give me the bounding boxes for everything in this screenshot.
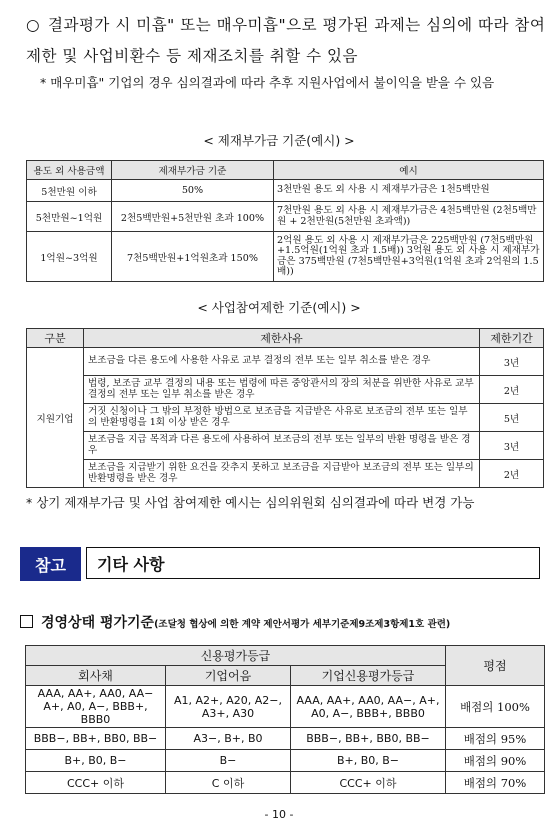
header-cell: 제한사유 bbox=[84, 329, 480, 348]
header-cell: 구분 bbox=[27, 329, 84, 348]
header-cell: 제재부가금 기준 bbox=[112, 161, 274, 180]
table-cell: 배점의 95% bbox=[446, 728, 545, 750]
table-cell: B+, B0, B− bbox=[26, 750, 166, 772]
table-cell: 배점의 70% bbox=[446, 772, 545, 794]
table-cell: CCC+ 이하 bbox=[26, 772, 166, 794]
table-cell: CCC+ 이하 bbox=[291, 772, 446, 794]
table-cell: 3년 bbox=[480, 348, 544, 376]
table-cell: 보조금을 다른 용도에 사용한 사유로 교부 결정의 전부 또는 일부 취소를 받은 경우 bbox=[84, 348, 480, 376]
table-cell: 배점의 90% bbox=[446, 750, 545, 772]
paragraph-result-evaluation bbox=[26, 10, 546, 72]
table-cell: 보조금을 지급 목적과 다른 용도에 사용하여 보조금의 전부 또는 일부의 반환 명령을 받은 경우 bbox=[84, 432, 480, 460]
table-cell: 5천만원 이하 bbox=[27, 180, 112, 202]
table-cell: 거짓 신청이나 그 밖의 부정한 방법으로 보조금을 지급받은 사유로 보조금의 전부 또는 일부의 반환명령을 1회 이상 받은 경우 bbox=[84, 404, 480, 432]
table-header-row bbox=[27, 329, 544, 348]
caption-penalty-standard: < 제재부가금 기준(예시) > bbox=[203, 133, 355, 148]
note-subject-to-change: * 상기 제재부가금 및 사업 참여제한 예시는 심의위원회 심의결과에 따라 변경 가능 bbox=[26, 495, 475, 510]
table-cell: A3−, B+, B0 bbox=[166, 728, 291, 750]
table-cell: B+, B0, B− bbox=[291, 750, 446, 772]
reference-tag: 참고 bbox=[20, 547, 81, 581]
checkbox-square-icon bbox=[20, 615, 33, 628]
table-cell: 2천5백만원+5천만원 초과 100% bbox=[112, 202, 274, 232]
restriction-table bbox=[26, 328, 544, 488]
header-cell: 제한기간 bbox=[480, 329, 544, 348]
table-cell: 7천5백만원+1억원초과 150% bbox=[112, 232, 274, 282]
section-subtitle: (조달청 협상에 의한 계약 제안서평가 세부기준제9조제3항제1호 관련) bbox=[154, 619, 451, 630]
table-cell: 1억원~3억원 bbox=[27, 232, 112, 282]
section-title: 경영상태 평가기준 bbox=[41, 615, 155, 631]
table-row bbox=[27, 348, 544, 376]
table-row bbox=[26, 772, 545, 794]
table-cell: 7천만원 용도 외 사용 시 제재부가금은 4천5백만원 (2천5백만원 + 2천만원(5천만원 초과액)) bbox=[274, 202, 544, 232]
table-row bbox=[27, 180, 544, 202]
table-cell: B− bbox=[166, 750, 291, 772]
table-cell: BBB−, BB+, BB0, BB− bbox=[291, 728, 446, 750]
header-cell: 기업신용평가등급 bbox=[291, 666, 446, 686]
table-row bbox=[27, 376, 544, 404]
table-row bbox=[27, 432, 544, 460]
table-row bbox=[27, 460, 544, 488]
table-cell: A1, A2+, A20, A2−, A3+, A30 bbox=[166, 686, 291, 728]
header-cell: 신용평가등급 bbox=[26, 646, 446, 666]
circle-bullet: ○ bbox=[26, 16, 41, 34]
table-cell: AAA, AA+, AA0, AA−, A+, A0, A−, BBB+, BBB0 bbox=[291, 686, 446, 728]
table-cell: BBB−, BB+, BB0, BB− bbox=[26, 728, 166, 750]
table-row bbox=[26, 686, 545, 728]
section-heading bbox=[20, 612, 550, 632]
table-row bbox=[27, 404, 544, 432]
table-row bbox=[27, 202, 544, 232]
table-cell: 50% bbox=[112, 180, 274, 202]
footnote-very-poor: * 매우미흡" 기업의 경우 심의결과에 따라 추후 지원사업에서 불이익을 받을 수 있음 bbox=[40, 75, 495, 90]
table-row bbox=[27, 232, 544, 282]
header-cell: 기업어음 bbox=[166, 666, 291, 686]
paragraph-text: 결과평가 시 미흡" 또는 매우미흡"으로 평가된 과제는 심의에 따라 참여제한 및 사업비환수 등 제재조치를 취할 수 있음 bbox=[26, 16, 546, 65]
table-cell: 3년 bbox=[480, 432, 544, 460]
table-row bbox=[26, 728, 545, 750]
group-cell: 지원기업 bbox=[27, 348, 84, 488]
table-cell: 5년 bbox=[480, 404, 544, 432]
header-cell: 예시 bbox=[274, 161, 544, 180]
table-cell: 보조금을 지급받기 위한 요건을 갖추지 못하고 보조금을 지급받아 보조금의 전부 또는 일부의 반환명령을 받은 경우 bbox=[84, 460, 480, 488]
page-number: - 10 - bbox=[264, 808, 294, 821]
header-cell: 용도 외 사용금액 bbox=[27, 161, 112, 180]
table-header-row bbox=[26, 646, 545, 666]
reference-box bbox=[20, 547, 542, 581]
table-cell: 2년 bbox=[480, 376, 544, 404]
rating-table bbox=[25, 645, 545, 794]
table-cell: 2억원 용도 외 사용 시 제재부가금은 225백만원 (7천5백만원+1.5억원(1억원 초과 1.5배)) 3억원 용도 외 사용 시 제재부가금은 375백만원 (7천5백만원+3억원(1억원 초과 2억원의 1.5배)) bbox=[274, 232, 544, 282]
table-header-row bbox=[27, 161, 544, 180]
penalty-table bbox=[26, 160, 544, 282]
header-cell: 회사채 bbox=[26, 666, 166, 686]
table-cell: 5천만원~1억원 bbox=[27, 202, 112, 232]
table-row bbox=[26, 750, 545, 772]
table-cell: 배점의 100% bbox=[446, 686, 545, 728]
header-cell: 평점 bbox=[446, 646, 545, 686]
table-cell: 법령, 보조금 교부 결정의 내용 또는 법령에 따른 중앙관서의 장의 처분을 위반한 사유로 교부 결정의 전부 또는 일부 취소를 받은 경우 bbox=[84, 376, 480, 404]
table-cell: 2년 bbox=[480, 460, 544, 488]
caption-participation-restriction: < 사업참여제한 기준(예시) > bbox=[197, 300, 361, 315]
reference-title: 기타 사항 bbox=[86, 547, 540, 579]
table-cell: C 이하 bbox=[166, 772, 291, 794]
table-cell: 3천만원 용도 외 사용 시 제재부가금은 1천5백만원 bbox=[274, 180, 544, 202]
table-cell: AAA, AA+, AA0, AA− A+, A0, A−, BBB+, BBB0 bbox=[26, 686, 166, 728]
